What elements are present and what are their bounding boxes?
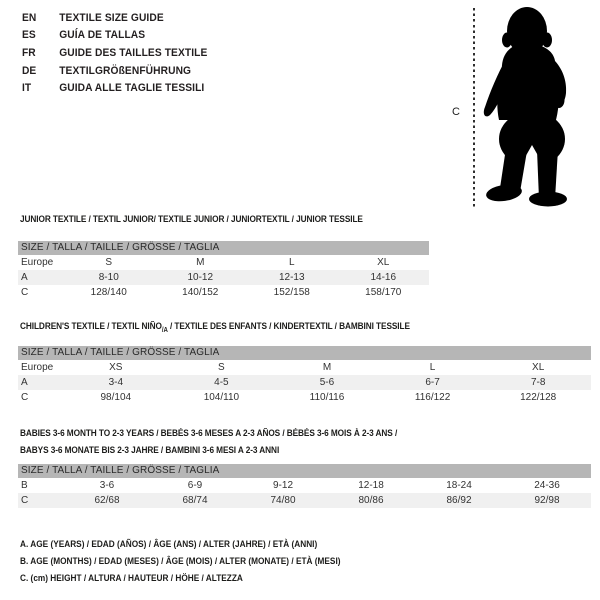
value-cell: 62/68 (94, 495, 120, 506)
table-row-age-months (18, 478, 591, 493)
size-cell: L (288, 257, 295, 268)
value-cell: 7-8 (530, 377, 546, 388)
value-cell: 104/110 (203, 392, 240, 403)
size-cell: XS (109, 362, 123, 373)
table-row-europe (18, 255, 429, 270)
language-row-de (22, 62, 207, 80)
value-cell: 24-36 (534, 480, 560, 491)
value-cell: 122/128 (520, 392, 557, 403)
value-cell: 9-12 (272, 480, 293, 491)
toddler-silhouette-icon (480, 0, 597, 207)
table-row-height (18, 390, 591, 405)
language-code: ES (22, 29, 36, 42)
table-row-age (18, 375, 591, 390)
title-text: CHILDREN'S TEXTILE / TEXTIL NIÑO (20, 321, 162, 332)
value-cell: 6-9 (187, 480, 203, 491)
value-cell: 8-10 (98, 272, 119, 283)
value-cell: 6-7 (425, 377, 440, 388)
title-line-1: BABIES 3-6 MONTH TO 2-3 YEARS / BEBÉS 3-6 MESES A 2-3 AÑOS / BÉBÉS 3-6 MOIS À 2-3 ANS / (20, 428, 398, 439)
value-cell: 10-12 (187, 272, 214, 283)
size-header-bar: SIZE / TALLA / TAILLE / GRÖSSE / TAGLIA (18, 346, 591, 360)
row-label: Europe (21, 362, 54, 373)
note-age-years: A. AGE (YEARS) / EDAD (AÑOS) / ÂGE (ANS) / ALTER (JAHRE) / ETÀ (ANNI) (20, 539, 318, 550)
language-title: GUÍA DE TALLAS (59, 29, 146, 42)
row-label: Europe (21, 257, 54, 268)
language-code: FR (22, 46, 36, 59)
row-label: C (21, 287, 29, 298)
value-cell: 92/98 (534, 495, 560, 506)
value-cell: 158/170 (365, 287, 402, 298)
language-row-en (22, 9, 207, 27)
row-label: A (21, 272, 28, 283)
value-cell: 74/80 (270, 495, 296, 506)
height-measure-label: C (452, 106, 460, 118)
language-code: DE (22, 64, 37, 77)
value-cell: 110/116 (309, 392, 345, 403)
legend-notes (20, 536, 388, 587)
value-cell: 80/86 (358, 495, 384, 506)
value-cell: 5-6 (319, 377, 335, 388)
size-cell: M (196, 257, 205, 268)
junior-size-table (18, 241, 429, 300)
table-row-height (18, 285, 429, 300)
language-title-block (22, 9, 221, 97)
babies-table-title (20, 425, 397, 459)
size-cell: S (218, 362, 225, 373)
value-cell: 140/152 (182, 287, 219, 298)
language-title: TEXTILGRÖßENFÜHRUNG (59, 64, 192, 77)
value-cell: 18-24 (446, 480, 472, 491)
value-cell: 14-16 (370, 272, 397, 283)
language-row-fr (22, 44, 207, 62)
value-cell: 68/74 (182, 495, 208, 506)
language-title: GUIDA ALLE TAGLIE TESSILI (59, 82, 205, 95)
babies-size-table (18, 464, 591, 508)
value-cell: 3-6 (99, 480, 115, 491)
language-row-it (22, 79, 207, 97)
children-table-title (20, 321, 410, 334)
height-measure-dashed-line (473, 8, 475, 207)
junior-table-title: JUNIOR TEXTILE / TEXTIL JUNIOR/ TEXTILE JUNIOR / JUNIORTEXTIL / JUNIOR TESSILE (20, 214, 363, 225)
table-row-height (18, 493, 591, 508)
size-cell: M (322, 362, 332, 373)
value-cell: 128/140 (90, 287, 127, 298)
value-cell: 12-13 (278, 272, 305, 283)
language-code: EN (22, 11, 37, 24)
size-cell: XL (532, 362, 545, 373)
value-cell: 4-5 (214, 377, 229, 388)
size-cell: L (429, 362, 436, 373)
language-code: IT (22, 82, 32, 95)
row-label: A (21, 377, 28, 388)
size-header-bar: SIZE / TALLA / TAILLE / GRÖSSE / TAGLIA (18, 464, 591, 478)
table-row-europe (18, 360, 591, 375)
language-title: TEXTILE SIZE GUIDE (59, 11, 164, 24)
language-title: GUIDE DES TAILLES TEXTILE (59, 46, 208, 59)
value-cell: 116/122 (414, 392, 451, 403)
note-age-months: B. AGE (MONTHS) / EDAD (MESES) / ÂGE (MOIS) / ALTER (MONATE) / ETÀ (MESI) (20, 556, 341, 567)
title-line-2: BABYS 3-6 MONATE BIS 2-3 JAHRE / BAMBINI 3-6 MESI A 2-3 ANNI (20, 445, 280, 456)
value-cell: 98/104 (100, 392, 132, 403)
row-label: C (21, 495, 29, 506)
row-label: C (21, 392, 29, 403)
value-cell: 3-4 (108, 377, 124, 388)
table-row-age (18, 270, 429, 285)
value-cell: 12-18 (358, 480, 384, 491)
size-cell: XL (377, 257, 390, 268)
children-size-table (18, 346, 591, 405)
value-cell: 152/158 (273, 287, 310, 298)
title-text: / TEXTILE DES ENFANTS / KINDERTEXTIL / BAMBINI TESSILE (167, 321, 410, 332)
size-header-bar: SIZE / TALLA / TAILLE / GRÖSSE / TAGLIA (18, 241, 429, 255)
size-cell: S (105, 257, 113, 268)
language-row-es (22, 27, 207, 45)
note-height-cm: C. (cm) HEIGHT / ALTURA / HAUTEUR / HÖHE / ALTEZZA (20, 573, 243, 584)
value-cell: 86/92 (446, 495, 472, 506)
row-label: B (21, 480, 28, 491)
title-subscript: /A (161, 326, 168, 334)
